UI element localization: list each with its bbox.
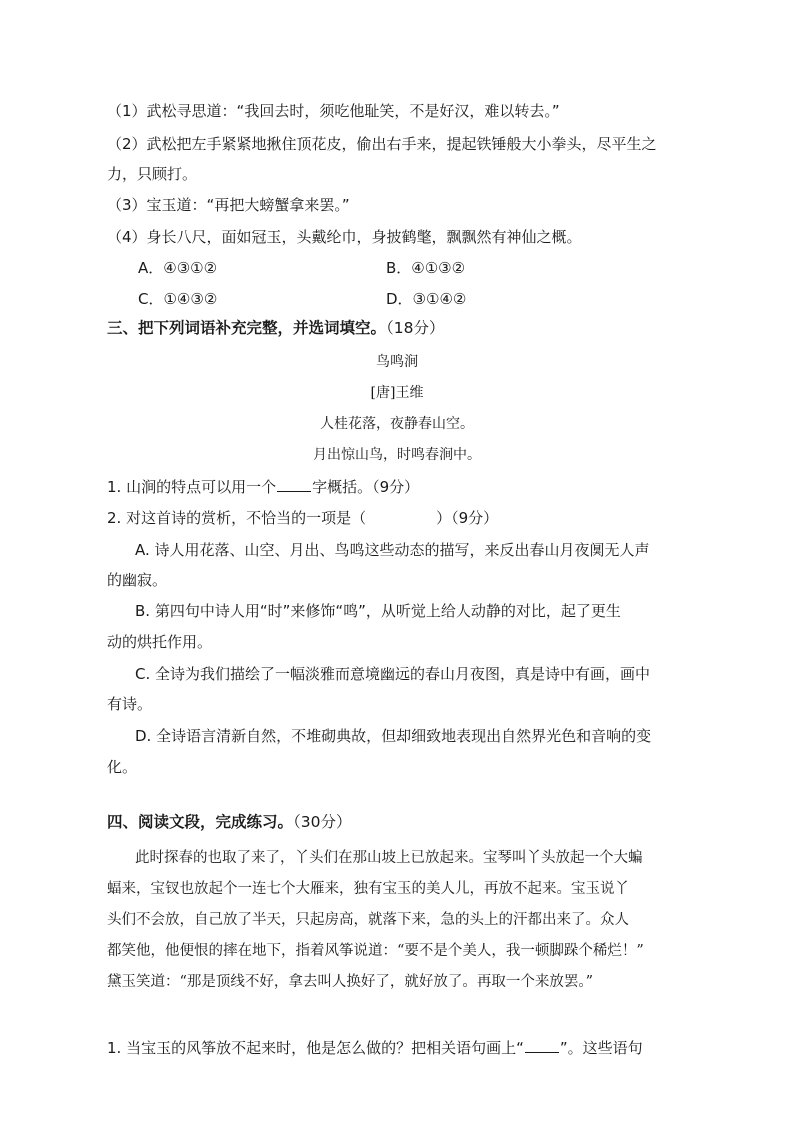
question-1-text: 1. 山涧的特点可以用一个: [107, 478, 277, 496]
option-a[interactable]: A．④③①②: [138, 259, 218, 277]
question-2-text: 2. 对这首诗的赏析，不恰当的一项是（: [107, 509, 367, 527]
poem-line-2: 月出惊山鸟，时鸣春涧中。: [313, 447, 481, 463]
section-4-heading: [107, 812, 352, 832]
underline-sample: [525, 1038, 559, 1053]
item-4: （4）身长八尺，面如冠玉，头戴纶巾，身披鹤氅，飘飘然有神仙之概。: [107, 228, 582, 246]
section-3-points: （18分）: [386, 319, 445, 337]
section-4-question-1: [107, 1038, 643, 1058]
option-d[interactable]: D．③①④②: [386, 290, 467, 308]
choice-b-line-1[interactable]: B. 第四句中诗人用“时”来修饰“鸣”，从听觉上给人动静的对比，起了更生: [135, 602, 621, 620]
question-2-text-end: ）（9分）: [436, 509, 499, 527]
section-3-title: 三、把下列词语补充完整，并选词填空。: [107, 319, 387, 337]
section-4-question-1-text: 1. 当宝玉的风筝放不起来时，他是怎么做的？把相关语句画上“: [107, 1039, 524, 1057]
choice-a-line-1[interactable]: A. 诗人用花落、山空、月出、鸟鸣这些动态的描写，来反出春山月夜阒无人声: [135, 541, 650, 559]
answer-blank[interactable]: [277, 477, 311, 492]
poem-title: 鸟鸣涧: [376, 354, 418, 370]
choice-c-line-2: 有诗。: [107, 695, 153, 713]
section-3-heading: [107, 318, 445, 338]
item-3: （3）宝玉道：“再把大螃蟹拿来罢。”: [107, 196, 350, 214]
item-2-line-2: 力，只顾打。: [107, 165, 198, 183]
choice-a-line-2: 的幽寂。: [107, 571, 168, 589]
item-1: （1）武松寻思道：“我回去时，须吃他耻笑，不是好汉，难以转去。”: [107, 102, 560, 120]
passage-line-1: 此时探春的也取了来了，丫头们在那山坡上已放起来。宝琴叫丫头放起一个大蝙: [135, 850, 643, 866]
item-2-line-1: （2）武松把左手紧紧地揪住顶花皮，偷出右手来，提起铁锤般大小拳头，尽平生之: [107, 135, 657, 153]
choice-c-line-1[interactable]: C. 全诗为我们描绘了一幅淡雅而意境幽远的春山月夜图，真是诗中有画，画中: [135, 665, 651, 683]
passage-line-5: 黛玉笑道：“那是顶线不好，拿去叫人换好了，就好放了。再取一个来放罢。”: [107, 974, 594, 990]
question-1: [107, 477, 419, 497]
passage-line-4: 都笑他，他便恨的摔在地下，指着风筝说道：“要不是个美人，我一顿脚跺个稀烂！”: [107, 943, 644, 959]
passage-line-2: 蝠来，宝钗也放起个一连七个大雁来，独有宝玉的美人儿，再放不起来。宝玉说丫: [107, 881, 629, 897]
section-4-question-1-text-end: ”。这些语句: [559, 1039, 643, 1057]
choice-d-line-1[interactable]: D. 全诗语言清新自然，不堆砌典故，但却细致地表现出自然界光色和音响的变: [135, 727, 652, 745]
poem-author: [唐]王维: [370, 385, 424, 401]
choice-b-line-2: 动的烘托作用。: [107, 633, 213, 651]
section-4-title: 四、阅读文段，完成练习。: [107, 813, 294, 831]
passage-line-3: 头们不会放，自己放了半天，只起房高，就落下来，急的头上的汗都出来了。众人: [107, 912, 629, 928]
poem-line-1: 人桂花落，夜静春山空。: [320, 416, 474, 432]
choice-d-line-2: 化。: [107, 758, 138, 776]
question-2: [107, 508, 498, 528]
question-1-text-end: 字概括。（9分）: [312, 478, 420, 496]
option-c[interactable]: C．①④③②: [138, 290, 218, 308]
option-b[interactable]: B．④①③②: [386, 259, 466, 277]
section-4-points: （30分）: [293, 813, 352, 831]
